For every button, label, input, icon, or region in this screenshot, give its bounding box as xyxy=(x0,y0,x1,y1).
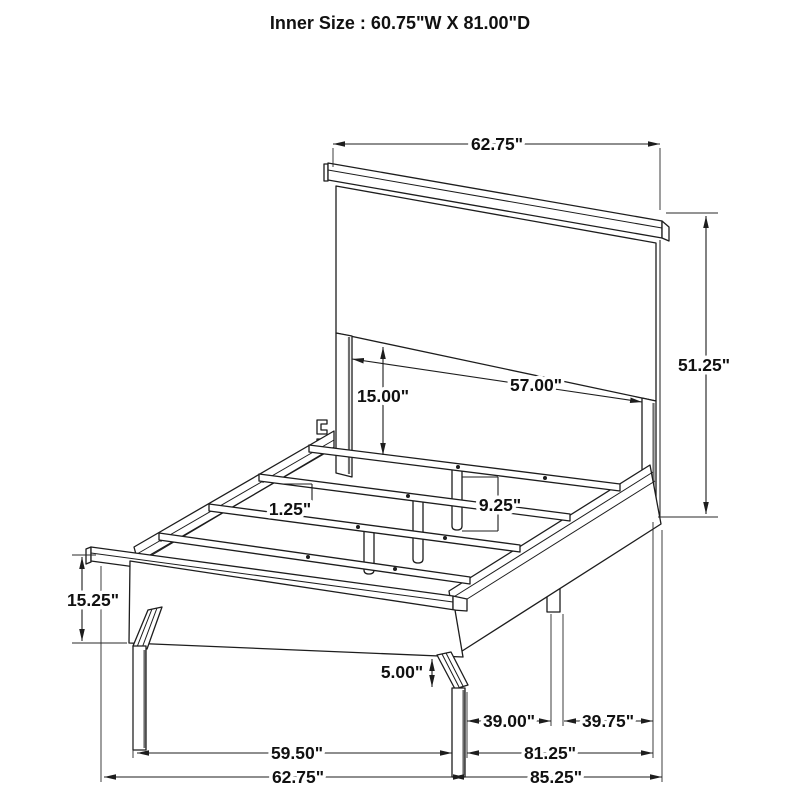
diagram-title: Inner Size : 60.75"W X 81.00"D xyxy=(269,13,531,33)
dim-label-inner-leg-span: 57.00" xyxy=(509,375,563,395)
dim-label-headboard-height: 51.25" xyxy=(677,355,731,375)
dim-label-footboard-height: 15.25" xyxy=(66,590,120,610)
dim-label-center-leg-height: 9.25" xyxy=(478,495,522,515)
left-side-rail xyxy=(134,431,334,562)
slat xyxy=(309,445,620,491)
dim-label-front-leg-height: 5.00" xyxy=(380,662,424,682)
dim-label-headboard-width: 62.75" xyxy=(470,134,524,154)
dim-label-rail-depth-inner: 81.25" xyxy=(523,743,577,763)
dim-label-slat-thickness: 1.25" xyxy=(268,499,312,519)
dim-label-rear-rail-span: 39.75" xyxy=(581,711,635,731)
slat-bracket-hardware xyxy=(317,420,327,434)
dim-label-panel-to-slat: 15.00" xyxy=(356,386,410,406)
footboard-right-leg xyxy=(437,652,468,689)
dim-label-footboard-outer-width: 62.75" xyxy=(271,767,325,787)
dim-label-overall-depth: 85.25" xyxy=(529,767,583,787)
dim-label-front-rail-span: 39.00" xyxy=(482,711,536,731)
right-side-rail xyxy=(449,465,661,653)
dim-label-footboard-inner-width: 59.50" xyxy=(270,743,324,763)
